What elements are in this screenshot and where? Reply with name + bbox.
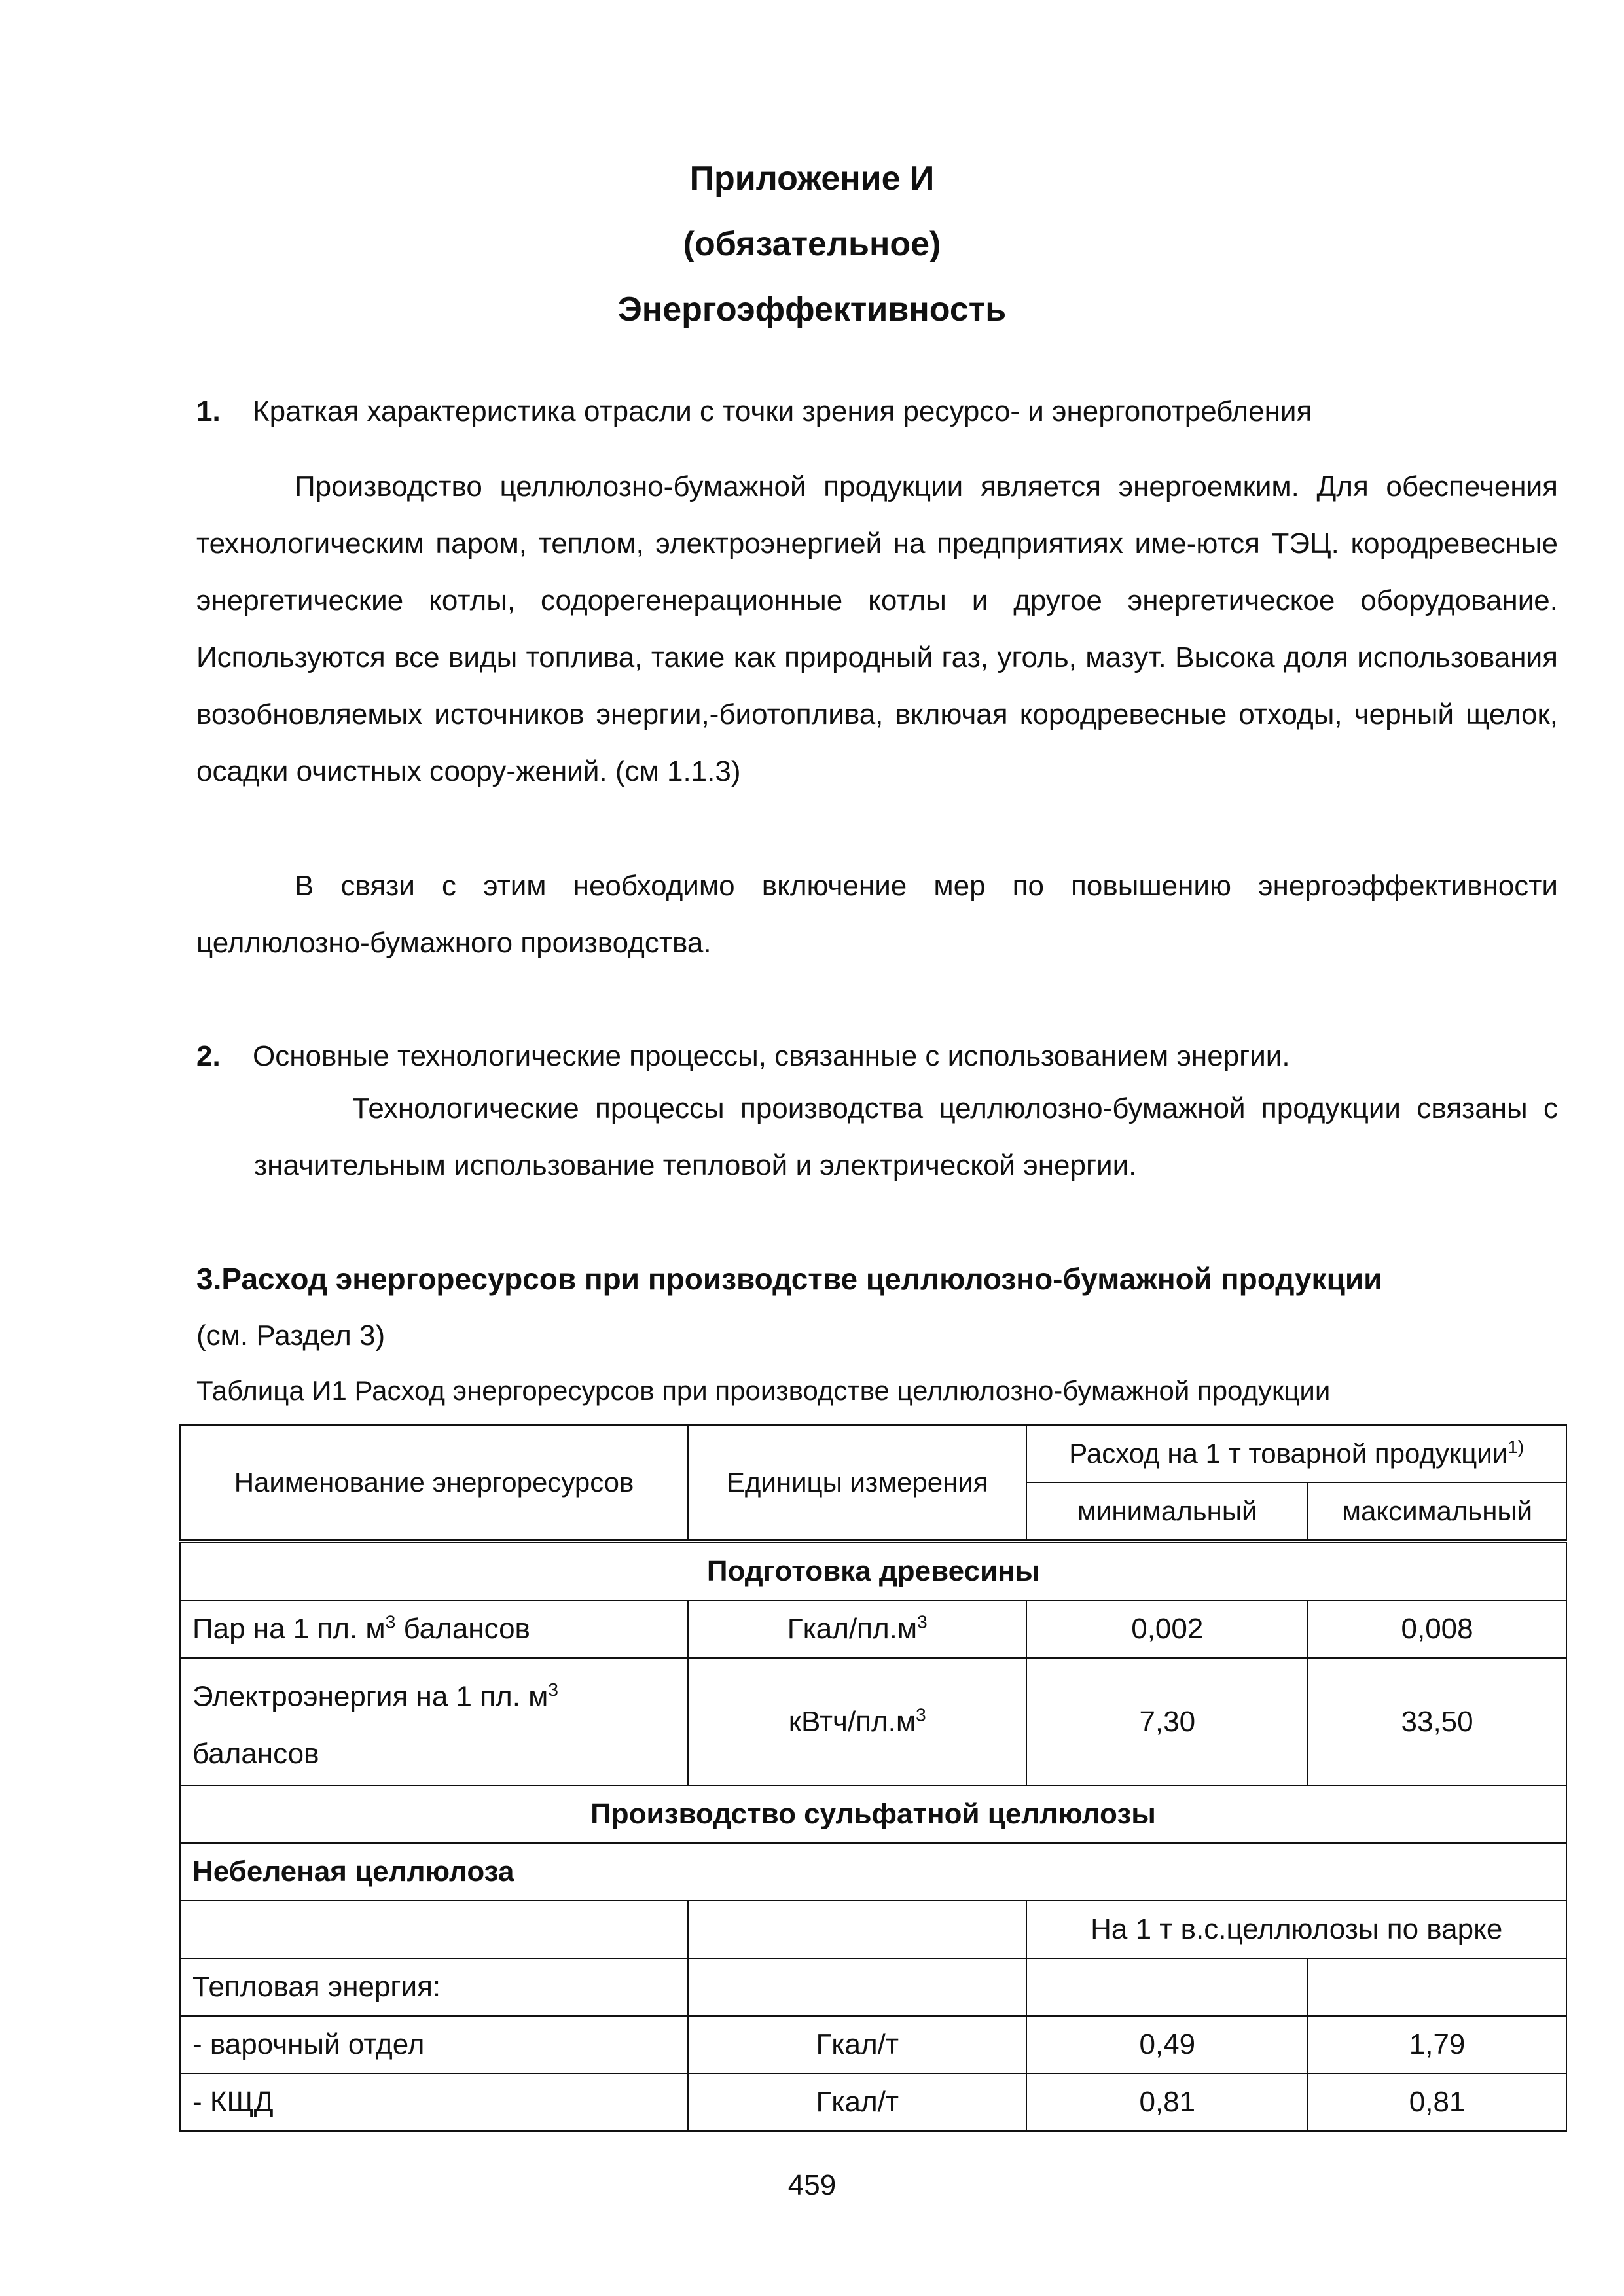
row-cooking-min: 0,49 <box>1026 2016 1308 2073</box>
table-header-row <box>180 1425 1566 1482</box>
subgroup-unbleached-pulp: Небеленая целлюлоза <box>180 1843 1566 1901</box>
row-steam-unit <box>688 1600 1026 1658</box>
table-row <box>180 1958 1566 2016</box>
appendix-subject: Энергоэффективность <box>617 291 1007 329</box>
table-row <box>180 1600 1566 1658</box>
table-group-row <box>180 1785 1566 1843</box>
group-sulfate-pulp: Производство сульфатной целлюлозы <box>180 1785 1566 1843</box>
header-consumption <box>1026 1425 1566 1482</box>
section-2-paragraph-text: Технологические процессы производства целлюлозно-бумажной продукции связаны с значительным использование тепловой и электрической энергии. <box>254 1092 1558 1181</box>
section-1-paragraph-1 <box>196 458 1558 800</box>
row-cooking-name: - варочный отдел <box>180 2016 688 2073</box>
row-electricity-name-text: Электроэнергия на 1 пл. м <box>192 1680 549 1713</box>
row-steam-max: 0,008 <box>1308 1600 1566 1658</box>
section-2-title: Основные технологические процессы, связанные с использованием энергии. <box>253 1040 1290 1072</box>
row-basis-empty-2 <box>688 1901 1026 1958</box>
row-electricity-max: 33,50 <box>1308 1658 1566 1785</box>
table-row <box>180 1901 1566 1958</box>
row-kshd-unit: Гкал/т <box>688 2073 1026 2131</box>
row-basis-text: На 1 т в.с.целлюлозы по варке <box>1026 1901 1566 1958</box>
row-electricity-name-sup: 3 <box>548 1679 558 1700</box>
row-electricity-name <box>180 1658 688 1785</box>
row-electricity-name-tail: балансов <box>192 1737 319 1770</box>
energy-consumption-table <box>179 1424 1567 2132</box>
section-3-subtitle: (см. Раздел 3) <box>196 1319 386 1352</box>
row-heat-min <box>1026 1958 1308 2016</box>
row-kshd-max: 0,81 <box>1308 2073 1566 2131</box>
section-1-number: 1. <box>196 395 221 427</box>
row-steam-unit-text: Гкал/пл.м <box>787 1613 918 1645</box>
row-steam-name-sup: 3 <box>385 1611 396 1632</box>
header-resource-name: Наименование энергоресурсов <box>180 1425 688 1541</box>
table-row <box>180 2073 1566 2131</box>
table-subgroup-row <box>180 1843 1566 1901</box>
section-1-title: Краткая характеристика отрасли с точки зрения ресурсо- и энергопотребления <box>253 395 1312 427</box>
header-consumption-footnote: 1) <box>1507 1437 1525 1458</box>
section-1-paragraph-2-text: В связи с этим необходимо включение мер по повышению энергоэффективности целлюлозно-бумажного производства. <box>196 870 1558 959</box>
section-2-number: 2. <box>196 1040 221 1072</box>
row-electricity-unit <box>688 1658 1026 1785</box>
table-row <box>180 1658 1566 1785</box>
header-consumption-text: Расход на 1 т товарной продукции <box>1069 1438 1508 1469</box>
table-group-row <box>180 1541 1566 1600</box>
row-basis-empty-1 <box>180 1901 688 1958</box>
row-electricity-min: 7,30 <box>1026 1658 1308 1785</box>
row-heat-name: Тепловая энергия: <box>180 1958 688 2016</box>
header-min: минимальный <box>1026 1482 1308 1541</box>
row-kshd-min: 0,81 <box>1026 2073 1308 2131</box>
section-1-paragraph-2 <box>196 857 1558 971</box>
appendix-status: (обязательное) <box>683 225 941 263</box>
row-electricity-unit-sup: 3 <box>916 1704 926 1725</box>
header-units: Единицы измерения <box>688 1425 1026 1541</box>
page-number: 459 <box>787 2169 837 2201</box>
row-electricity-unit-text: кВтч/пл.м <box>788 1705 916 1738</box>
appendix-title: Приложение И <box>689 160 935 198</box>
section-1-heading <box>196 393 1558 430</box>
row-steam-min: 0,002 <box>1026 1600 1308 1658</box>
section-2-paragraph <box>254 1080 1558 1194</box>
row-steam-unit-sup: 3 <box>917 1611 928 1632</box>
group-wood-preparation: Подготовка древесины <box>180 1541 1566 1600</box>
section-3-title: 3.Расход энергоресурсов при производстве целлюлозно-бумажной продукции <box>196 1262 1382 1296</box>
table-caption: Таблица И1 Расход энергоресурсов при производстве целлюлозно-бумажной продукции <box>196 1375 1331 1406</box>
row-heat-unit <box>688 1958 1026 2016</box>
row-cooking-max: 1,79 <box>1308 2016 1566 2073</box>
section-2-heading <box>196 1037 1558 1075</box>
row-heat-max <box>1308 1958 1566 2016</box>
row-steam-name-text: Пар на 1 пл. м <box>192 1613 386 1645</box>
table-row <box>180 2016 1566 2073</box>
row-cooking-unit: Гкал/т <box>688 2016 1026 2073</box>
header-max: максимальный <box>1308 1482 1566 1541</box>
row-steam-name-tail: балансов <box>395 1613 530 1645</box>
section-1-paragraph-1-text: Производство целлюлозно-бумажной продукции является энергоемким. Для обеспечения технологическим паром, теплом, электроэнергией на предприятиях име-ются ТЭЦ. кородревесные энергетические котлы, содорегенерационные котлы и другое энергетическое оборудование. Используются все виды топлива, такие как природный газ, уголь, мазут. Высока доля использования возобновляемых источников энергии,-биотоплива, включая кородревесные отходы, черный щелок, осадки очистных соору-жений. (см 1.1.3) <box>196 471 1558 787</box>
row-kshd-name: - КЩД <box>180 2073 688 2131</box>
row-steam-name <box>180 1600 688 1658</box>
